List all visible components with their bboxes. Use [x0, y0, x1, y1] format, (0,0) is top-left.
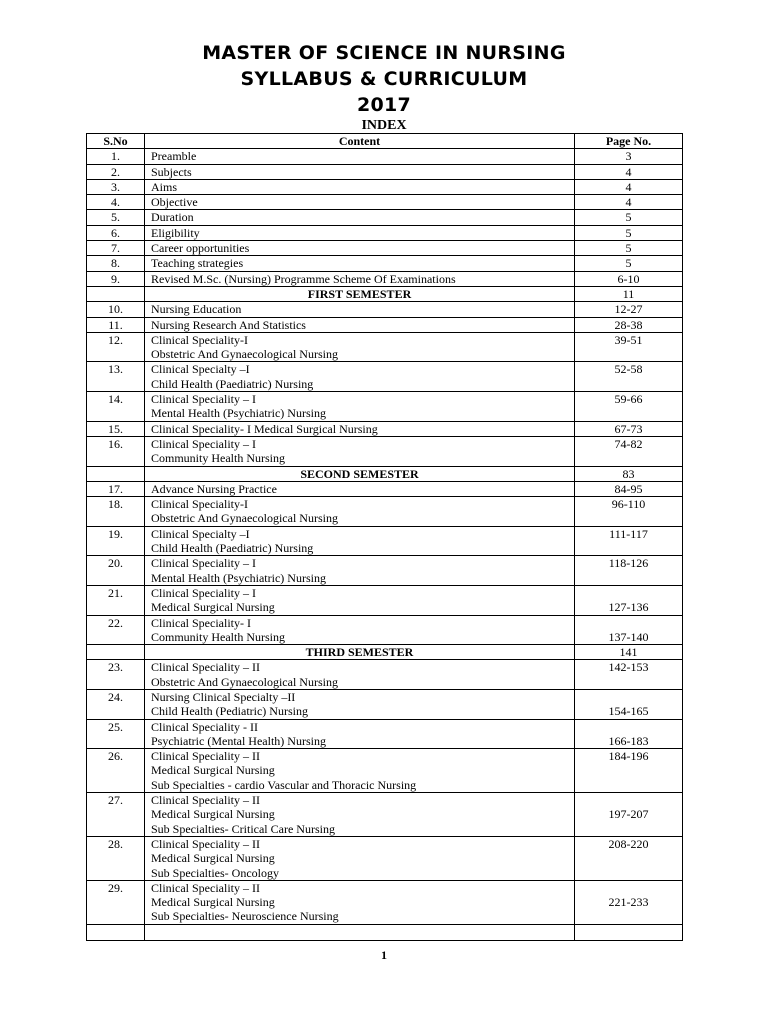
sno-cell: 27. — [87, 793, 145, 837]
sno-cell: 8. — [87, 256, 145, 271]
section-page-cell: 141 — [575, 645, 683, 660]
content-cell — [145, 164, 575, 179]
content-line: Clinical Speciality – I — [151, 585, 256, 600]
sno-cell: 3. — [87, 179, 145, 194]
table-row — [87, 836, 683, 880]
document-title: MASTER OF SCIENCE IN NURSING — [202, 42, 566, 64]
content-cell — [145, 615, 575, 645]
page-cell: 6-10 — [575, 271, 683, 286]
table-filler-row — [87, 924, 683, 940]
sno-cell: 10. — [87, 302, 145, 317]
index-heading: INDEX — [361, 118, 407, 133]
table-row — [87, 256, 683, 271]
content-line: Subjects — [151, 164, 192, 179]
page-cell: 4 — [575, 179, 683, 194]
content-line: Medical Surgical Nursing — [151, 600, 275, 615]
table-row — [87, 436, 683, 466]
sno-cell: 12. — [87, 332, 145, 362]
content-cell — [145, 179, 575, 194]
content-line: Medical Surgical Nursing — [151, 895, 275, 910]
content-cell — [145, 149, 575, 164]
page-cell: 221-233 — [575, 880, 683, 924]
content-cell — [145, 880, 575, 924]
content-line: Mental Health (Psychiatric) Nursing — [151, 570, 326, 585]
content-line: Community Health Nursing — [151, 629, 285, 644]
content-line: Sub Specialties- Critical Care Nursing — [151, 821, 335, 836]
table-row — [87, 149, 683, 164]
content-cell — [145, 481, 575, 496]
filler-cell — [145, 924, 575, 940]
filler-cell — [575, 924, 683, 940]
sno-cell: 1. — [87, 149, 145, 164]
document-year: 2017 — [356, 94, 412, 116]
page-cell: 67-73 — [575, 421, 683, 436]
table-row — [87, 210, 683, 225]
content-cell — [145, 585, 575, 615]
table-row — [87, 660, 683, 690]
table-row — [87, 392, 683, 422]
content-cell — [145, 689, 575, 719]
page-cell: 118-126 — [575, 556, 683, 586]
content-cell — [145, 225, 575, 240]
page-cell: 5 — [575, 256, 683, 271]
content-line: Sub Specialties- Neuroscience Nursing — [151, 909, 339, 924]
document-subtitle: SYLLABUS & CURRICULUM — [240, 68, 528, 90]
page-cell: 39-51 — [575, 332, 683, 362]
table-row — [87, 615, 683, 645]
content-cell — [145, 271, 575, 286]
content-cell — [145, 195, 575, 210]
content-line: Obstetric And Gynaecological Nursing — [151, 347, 338, 362]
content-line: Preamble — [151, 149, 197, 164]
content-line: Child Health (Pediatric) Nursing — [151, 704, 308, 719]
content-line: Clinical Speciality-I — [151, 497, 248, 512]
content-line: Child Health (Paediatric) Nursing — [151, 541, 314, 556]
sno-cell: 20. — [87, 556, 145, 586]
table-row — [87, 164, 683, 179]
content-line: Clinical Specialty –I — [151, 526, 250, 541]
page-cell: 208-220 — [575, 836, 683, 880]
page-cell: 4 — [575, 195, 683, 210]
content-line: Clinical Speciality – II — [151, 749, 260, 764]
page-cell: 142-153 — [575, 660, 683, 690]
index-table-body — [87, 149, 683, 940]
content-line: Psychiatric (Mental Health) Nursing — [151, 733, 326, 748]
table-row — [87, 749, 683, 793]
table-row — [87, 271, 683, 286]
page-cell: 5 — [575, 225, 683, 240]
sno-cell: 6. — [87, 225, 145, 240]
section-row — [87, 286, 683, 301]
content-line: Child Health (Paediatric) Nursing — [151, 376, 314, 391]
page-number: 1 — [381, 948, 387, 962]
content-cell — [145, 317, 575, 332]
sno-cell: 16. — [87, 436, 145, 466]
content-line: Clinical Speciality- I — [151, 615, 251, 630]
sno-cell: 7. — [87, 241, 145, 256]
page-cell: 59-66 — [575, 392, 683, 422]
content-line: Clinical Speciality – II — [151, 660, 260, 675]
content-cell — [145, 526, 575, 556]
content-cell — [145, 302, 575, 317]
content-line: Community Health Nursing — [151, 451, 285, 466]
content-cell — [145, 749, 575, 793]
page-cell: 154-165 — [575, 689, 683, 719]
page-cell: 137-140 — [575, 615, 683, 645]
table-row — [87, 362, 683, 392]
sno-cell: 4. — [87, 195, 145, 210]
document-header — [0, 40, 768, 134]
section-sno-cell — [87, 466, 145, 481]
sno-cell: 29. — [87, 880, 145, 924]
page-cell: 166-183 — [575, 719, 683, 749]
table-row — [87, 880, 683, 924]
page-cell: 3 — [575, 149, 683, 164]
table-row — [87, 421, 683, 436]
page-cell: 28-38 — [575, 317, 683, 332]
sno-cell: 26. — [87, 749, 145, 793]
sno-cell: 11. — [87, 317, 145, 332]
table-row — [87, 302, 683, 317]
table-row — [87, 332, 683, 362]
table-row — [87, 526, 683, 556]
content-cell — [145, 436, 575, 466]
sno-cell: 19. — [87, 526, 145, 556]
content-line: Medical Surgical Nursing — [151, 851, 275, 866]
sno-cell: 2. — [87, 164, 145, 179]
sno-cell: 14. — [87, 392, 145, 422]
sno-cell: 21. — [87, 585, 145, 615]
table-row — [87, 179, 683, 194]
content-line: Advance Nursing Practice — [151, 481, 277, 496]
content-line: Sub Specialties - cardio Vascular and Thoracic Nursing — [151, 777, 417, 792]
content-line: Clinical Speciality – II — [151, 793, 260, 808]
page-cell: 4 — [575, 164, 683, 179]
content-cell — [145, 332, 575, 362]
section-row — [87, 645, 683, 660]
table-row — [87, 689, 683, 719]
content-line: Clinical Speciality – I — [151, 436, 256, 451]
page-cell: 111-117 — [575, 526, 683, 556]
content-line: Teaching strategies — [151, 256, 244, 271]
sno-cell: 15. — [87, 421, 145, 436]
table-row — [87, 317, 683, 332]
content-cell — [145, 660, 575, 690]
content-line: Clinical Specialty –I — [151, 362, 250, 377]
page-cell: 5 — [575, 241, 683, 256]
table-row — [87, 195, 683, 210]
sno-cell: 17. — [87, 481, 145, 496]
section-heading: THIRD SEMESTER — [145, 645, 575, 660]
content-line: Eligibility — [151, 225, 200, 240]
page-cell: 127-136 — [575, 585, 683, 615]
content-cell — [145, 497, 575, 527]
section-page-cell: 83 — [575, 466, 683, 481]
table-row — [87, 719, 683, 749]
content-cell — [145, 241, 575, 256]
page-cell: 5 — [575, 210, 683, 225]
page-cell: 197-207 — [575, 793, 683, 837]
column-header-page: Page No. — [575, 134, 683, 149]
content-cell — [145, 210, 575, 225]
content-line: Clinical Speciality - II — [151, 719, 258, 734]
content-line: Clinical Speciality – II — [151, 836, 260, 851]
content-line: Duration — [151, 210, 194, 225]
content-cell — [145, 719, 575, 749]
section-sno-cell — [87, 645, 145, 660]
sno-cell: 22. — [87, 615, 145, 645]
table-row — [87, 241, 683, 256]
section-sno-cell — [87, 286, 145, 301]
column-header-sno: S.No — [87, 134, 145, 149]
page-cell: 74-82 — [575, 436, 683, 466]
content-cell — [145, 556, 575, 586]
sno-cell: 9. — [87, 271, 145, 286]
sno-cell: 24. — [87, 689, 145, 719]
content-line: Medical Surgical Nursing — [151, 763, 275, 778]
section-page-cell: 11 — [575, 286, 683, 301]
content-line: Sub Specialties- Oncology — [151, 865, 279, 880]
content-line: Clinical Speciality – I — [151, 556, 256, 571]
content-line: Obstetric And Gynaecological Nursing — [151, 511, 338, 526]
content-cell — [145, 362, 575, 392]
content-line: Revised M.Sc. (Nursing) Programme Scheme Of Examinations — [151, 271, 456, 286]
content-cell — [145, 836, 575, 880]
section-heading: FIRST SEMESTER — [145, 286, 575, 301]
sno-cell: 23. — [87, 660, 145, 690]
content-cell — [145, 793, 575, 837]
page-cell: 184-196 — [575, 749, 683, 793]
filler-cell — [87, 924, 145, 940]
sno-cell: 13. — [87, 362, 145, 392]
sno-cell: 28. — [87, 836, 145, 880]
index-table — [86, 133, 683, 941]
table-row — [87, 225, 683, 240]
content-cell — [145, 392, 575, 422]
content-line: Clinical Speciality- I Medical Surgical Nursing — [151, 421, 378, 436]
content-line: Obstetric And Gynaecological Nursing — [151, 674, 338, 689]
page-cell: 12-27 — [575, 302, 683, 317]
content-line: Nursing Research And Statistics — [151, 317, 306, 332]
table-row — [87, 497, 683, 527]
content-line: Aims — [151, 179, 178, 194]
sno-cell: 5. — [87, 210, 145, 225]
content-line: Clinical Speciality – I — [151, 392, 256, 407]
section-heading: SECOND SEMESTER — [145, 466, 575, 481]
column-header-content: Content — [145, 134, 575, 149]
content-line: Nursing Education — [151, 302, 242, 317]
sno-cell: 18. — [87, 497, 145, 527]
content-line: Clinical Speciality-I — [151, 332, 248, 347]
table-row — [87, 481, 683, 496]
table-row — [87, 793, 683, 837]
page-cell: 52-58 — [575, 362, 683, 392]
content-line: Career opportunities — [151, 241, 250, 256]
content-line: Nursing Clinical Specialty –II — [151, 689, 296, 704]
content-line: Medical Surgical Nursing — [151, 807, 275, 822]
table-row — [87, 585, 683, 615]
content-line: Objective — [151, 195, 198, 210]
content-line: Mental Health (Psychiatric) Nursing — [151, 406, 326, 421]
page-cell: 84-95 — [575, 481, 683, 496]
page-cell: 96-110 — [575, 497, 683, 527]
content-cell — [145, 421, 575, 436]
content-line: Clinical Speciality – II — [151, 880, 260, 895]
content-cell — [145, 256, 575, 271]
table-header-row — [87, 134, 683, 149]
sno-cell: 25. — [87, 719, 145, 749]
section-row — [87, 466, 683, 481]
table-row — [87, 556, 683, 586]
